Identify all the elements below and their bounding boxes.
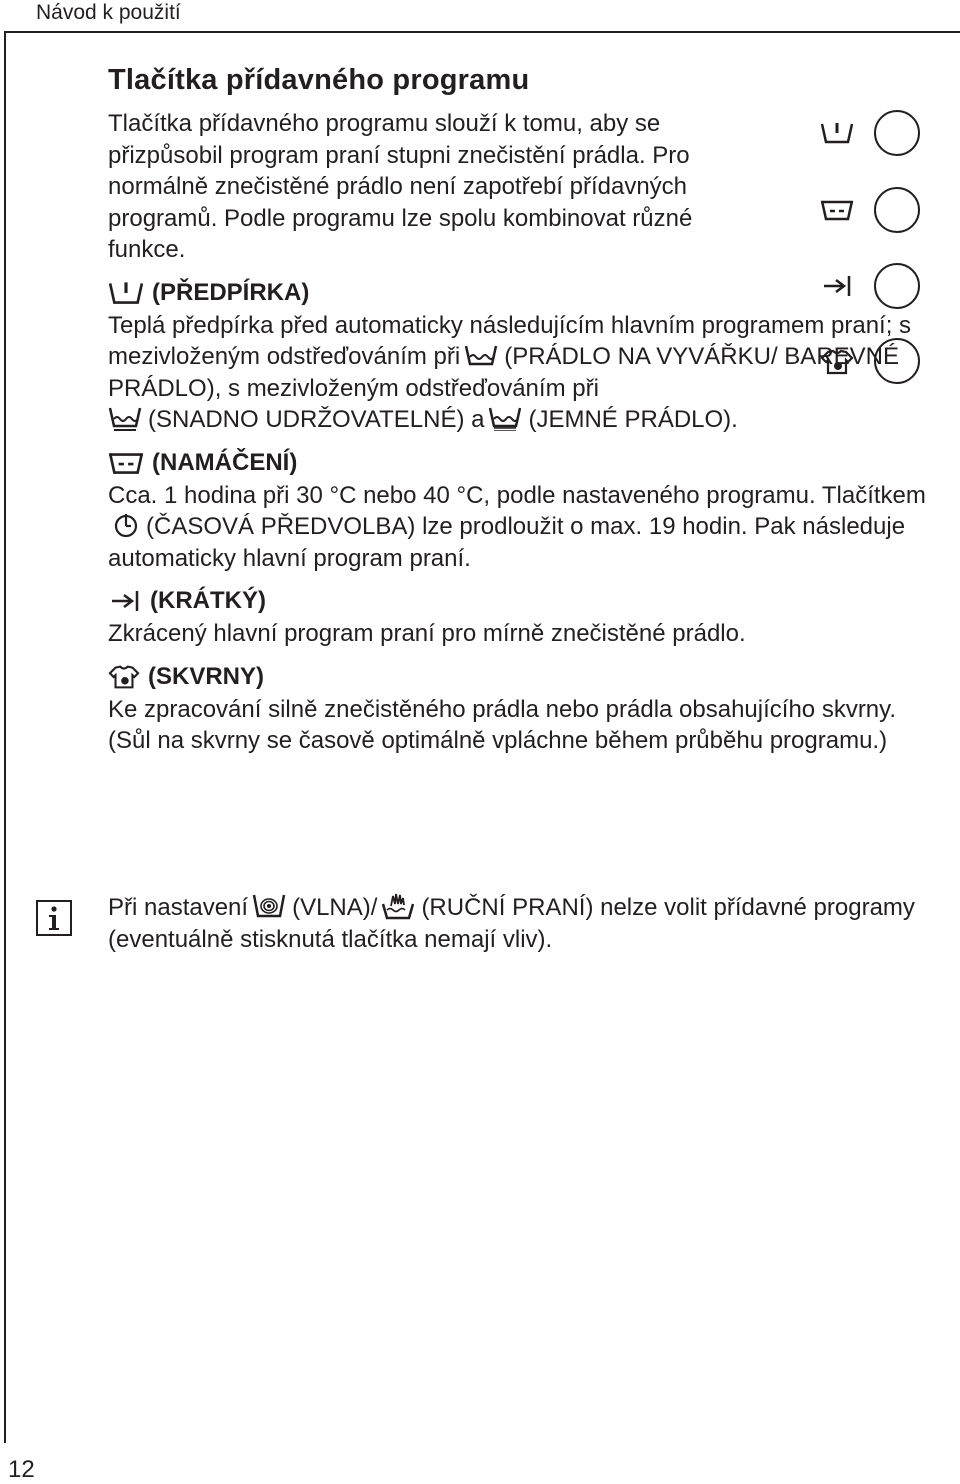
stains-section (108, 660, 928, 757)
short-heading (108, 584, 928, 618)
soak-description (108, 480, 928, 575)
prewash-section (108, 276, 928, 436)
header-rule (4, 31, 960, 33)
soak-section (108, 446, 928, 575)
prewash-heading (108, 276, 928, 310)
info-icon (36, 900, 72, 936)
info-text-b: (VLNA)/ (292, 894, 378, 921)
info-note (108, 892, 928, 955)
prewash-description (108, 310, 928, 436)
info-note-text (108, 892, 928, 955)
soak-text-b: (ČASOVÁ PŘEDVOLBA) lze prodloužit o max. 19 hodin. Pak následuje automaticky hlavní program praní. (108, 513, 906, 572)
short-program-icon (108, 589, 142, 613)
short-title: (KRÁTKÝ) (150, 587, 266, 614)
hand-wash-icon (381, 892, 415, 920)
stains-description: Ke zpracování silně znečistěného prádla nebo prádla obsahujícího skvrny. (Sůl na skvrny se časově optimálně vpláchne během průběhu programu.) (108, 695, 897, 754)
prewash-text-c: (SNADNO UDRŽOVATELNÉ) a (148, 406, 485, 433)
page-number: 12 (8, 1456, 35, 1483)
page-header: Návod k použití (36, 1, 181, 24)
margin-rule (4, 31, 6, 1443)
main-content (108, 60, 928, 757)
timer-icon (112, 511, 140, 539)
soak-text-a: Cca. 1 hodina při 30 °C nebo 40 °C, podle nastaveného programu. Tlačítkem (108, 481, 926, 509)
prewash-text-a: Teplá předpírka před automaticky následujícím hlavním programem praní; s mezivloženým odstřeďováním při (108, 311, 912, 370)
boil-wash-icon (464, 343, 498, 367)
short-description: Zkrácený hlavní program praní pro mírně znečistěné prádlo. (108, 620, 746, 647)
stain-icon (108, 664, 140, 690)
soak-title: (NAMÁČENÍ) (152, 448, 298, 476)
stains-heading (108, 660, 928, 694)
easy-care-icon (108, 405, 142, 431)
info-text-a: Při nastavení (108, 894, 249, 921)
prewash-text-b: (PRÁDLO NA VYVÁŘKU/ BAREVNÉ PRÁDLO), s mezivloženým odstřeďováním při (108, 343, 899, 402)
wool-icon (252, 892, 286, 920)
prewash-icon (108, 280, 144, 306)
section-title: Tlačítka přídavného programu (108, 64, 530, 96)
prewash-text-d: (JEMNÉ PRÁDLO). (528, 406, 738, 433)
info-text-c: (RUČNÍ PRANÍ) nelze volit přídavné programy (eventuálně stisknutá tlačítka nemají vliv). (108, 894, 915, 953)
delicate-icon (488, 405, 522, 431)
soak-icon (108, 450, 144, 476)
prewash-title: (PŘEDPÍRKA) (152, 278, 310, 306)
soak-heading (108, 446, 928, 480)
short-section (108, 584, 928, 650)
intro-paragraph: Tlačítka přídavného programu slouží k tomu, aby se přizpůsobil program praní stupni znečistění prádla. Pro normálně znečistěné prádlo není zapotřebí přídavných programů. Podle programu lze spolu kombinovat různé funkce. (108, 110, 693, 263)
stains-title: (SKVRNY) (148, 662, 265, 690)
